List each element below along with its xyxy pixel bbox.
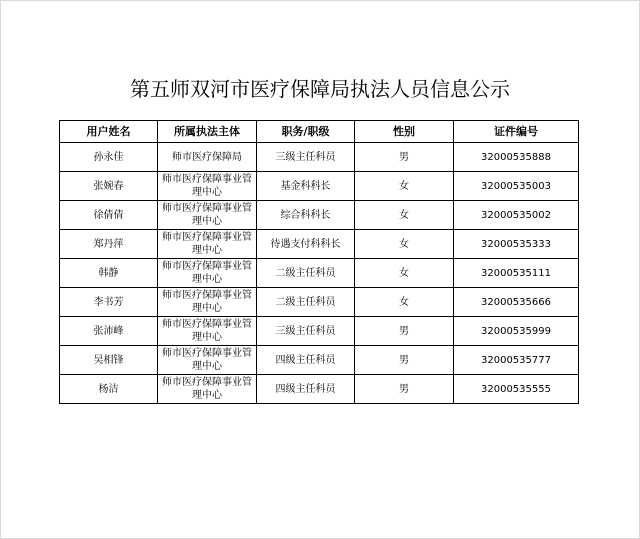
table-row — [60, 230, 579, 259]
cell-gender: 男 — [355, 346, 454, 375]
cell-agency: 师市医疗保障局 — [158, 143, 257, 172]
table-row — [60, 201, 579, 230]
cell-agency: 师市医疗保障事业管理中心 — [158, 375, 257, 404]
header-agency: 所属执法主体 — [158, 121, 257, 143]
cell-name: 孙永佳 — [60, 143, 158, 172]
cell-position: 二级主任科员 — [257, 288, 355, 317]
cell-agency: 师市医疗保障事业管理中心 — [158, 230, 257, 259]
cell-name: 张沛峰 — [60, 317, 158, 346]
cell-gender: 女 — [355, 288, 454, 317]
cell-gender: 女 — [355, 172, 454, 201]
cell-agency: 师市医疗保障事业管理中心 — [158, 259, 257, 288]
cell-agency: 师市医疗保障事业管理中心 — [158, 201, 257, 230]
cell-agency: 师市医疗保障事业管理中心 — [158, 288, 257, 317]
staff-info-table — [59, 120, 579, 404]
cell-name: 杨洁 — [60, 375, 158, 404]
cell-name: 李书芳 — [60, 288, 158, 317]
cell-certificate-number: 32000535555 — [454, 375, 579, 404]
cell-certificate-number: 32000535888 — [454, 143, 579, 172]
cell-position: 三级主任科员 — [257, 143, 355, 172]
cell-gender: 女 — [355, 230, 454, 259]
cell-name: 张婉春 — [60, 172, 158, 201]
cell-certificate-number: 32000535111 — [454, 259, 579, 288]
header-gender: 性别 — [355, 121, 454, 143]
cell-certificate-number: 32000535777 — [454, 346, 579, 375]
cell-gender: 女 — [355, 201, 454, 230]
table-row — [60, 288, 579, 317]
cell-name: 郑丹萍 — [60, 230, 158, 259]
cell-gender: 男 — [355, 143, 454, 172]
table-row — [60, 172, 579, 201]
page-title: 第五师双河市医疗保障局执法人员信息公示 — [130, 77, 510, 101]
header-name: 用户姓名 — [60, 121, 158, 143]
table-header-row — [60, 121, 579, 143]
cell-certificate-number: 32000535666 — [454, 288, 579, 317]
table-row — [60, 259, 579, 288]
cell-name: 徐倩倩 — [60, 201, 158, 230]
cell-agency: 师市医疗保障事业管理中心 — [158, 346, 257, 375]
table-row — [60, 317, 579, 346]
cell-certificate-number: 32000535999 — [454, 317, 579, 346]
cell-certificate-number: 32000535003 — [454, 172, 579, 201]
cell-position: 待遇支付科科长 — [257, 230, 355, 259]
cell-position: 综合科科长 — [257, 201, 355, 230]
cell-gender: 女 — [355, 259, 454, 288]
cell-agency: 师市医疗保障事业管理中心 — [158, 317, 257, 346]
cell-position: 三级主任科员 — [257, 317, 355, 346]
cell-name: 吴相锋 — [60, 346, 158, 375]
header-position: 职务/职级 — [257, 121, 355, 143]
cell-gender: 男 — [355, 317, 454, 346]
table-row — [60, 143, 579, 172]
table-row — [60, 375, 579, 404]
table-row — [60, 346, 579, 375]
cell-position: 二级主任科员 — [257, 259, 355, 288]
cell-agency: 师市医疗保障事业管理中心 — [158, 172, 257, 201]
header-certificate-number: 证件编号 — [454, 121, 579, 143]
cell-position: 四级主任科员 — [257, 375, 355, 404]
cell-certificate-number: 32000535333 — [454, 230, 579, 259]
cell-position: 基金科科长 — [257, 172, 355, 201]
cell-gender: 男 — [355, 375, 454, 404]
cell-position: 四级主任科员 — [257, 346, 355, 375]
cell-certificate-number: 32000535002 — [454, 201, 579, 230]
cell-name: 韩静 — [60, 259, 158, 288]
